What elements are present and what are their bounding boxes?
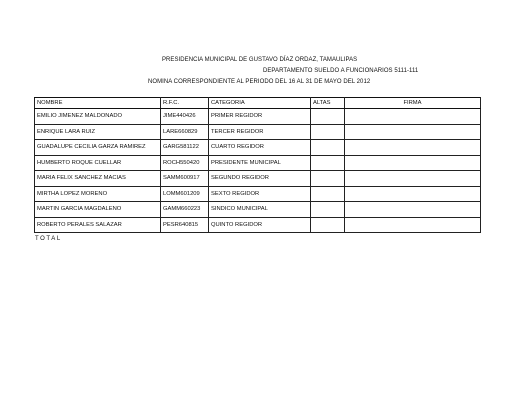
- header-title: PRESIDENCIA MUNICIPAL DE GUSTAVO DÍAZ ORDAZ, TAMAULIPAS: [162, 57, 358, 63]
- table-row: [35, 155, 481, 171]
- cell-firma: [345, 202, 481, 218]
- column-header-nombre: NOMBRE: [35, 98, 161, 109]
- cell-nombre: HUMBERTO ROQUE CUELLAR: [35, 155, 161, 171]
- cell-altas: [311, 124, 345, 140]
- header-department: DEPARTAMENTO SUELDO A FUNCIONARIOS 5111-111: [263, 68, 419, 74]
- table-row: [35, 186, 481, 202]
- cell-altas: [311, 186, 345, 202]
- cell-rfc: LARE660829: [161, 124, 209, 140]
- cell-nombre: EMILIO JIMENEZ MALDONADO: [35, 109, 161, 125]
- cell-rfc: LOMM601209: [161, 186, 209, 202]
- cell-rfc: ROCH550420: [161, 155, 209, 171]
- total-label: TOTAL: [35, 236, 62, 242]
- cell-firma: [345, 155, 481, 171]
- cell-rfc: SAMM600917: [161, 171, 209, 187]
- cell-categoria: QUINTO REGIDOR: [209, 217, 311, 233]
- cell-rfc: PESR640815: [161, 217, 209, 233]
- table-row: [35, 171, 481, 187]
- table-row: [35, 124, 481, 140]
- cell-rfc: GARG581122: [161, 140, 209, 156]
- cell-rfc: GAMM660223: [161, 202, 209, 218]
- cell-firma: [345, 109, 481, 125]
- cell-firma: [345, 140, 481, 156]
- cell-altas: [311, 140, 345, 156]
- cell-categoria: SEXTO REGIDOR: [209, 186, 311, 202]
- cell-firma: [345, 186, 481, 202]
- cell-altas: [311, 109, 345, 125]
- table-row: [35, 140, 481, 156]
- cell-nombre: MIRTHA LOPEZ MORENO: [35, 186, 161, 202]
- payroll-table: [34, 97, 481, 233]
- cell-nombre: MARIA FELIX SANCHEZ MACIAS: [35, 171, 161, 187]
- table-body: [35, 109, 481, 233]
- cell-nombre: MARTIN GARCIA MAGDALENO: [35, 202, 161, 218]
- column-header-firma: FIRMA: [345, 98, 481, 109]
- table-row: [35, 217, 481, 233]
- cell-altas: [311, 217, 345, 233]
- column-header-categoria: CATEGORIA: [209, 98, 311, 109]
- cell-nombre: ROBERTO PERALES SALAZAR: [35, 217, 161, 233]
- column-header-altas: ALTAS: [311, 98, 345, 109]
- table-row: [35, 202, 481, 218]
- cell-categoria: SINDICO MUNICIPAL: [209, 202, 311, 218]
- cell-firma: [345, 217, 481, 233]
- cell-nombre: GUADALUPE CECILIA GARZA RAMIREZ: [35, 140, 161, 156]
- cell-nombre: ENRIQUE LARA RUIZ: [35, 124, 161, 140]
- cell-categoria: PRESIDENTE MUNICIPAL: [209, 155, 311, 171]
- table-row: [35, 109, 481, 125]
- header-period: NOMINA CORRESPONDIENTE AL PERIODO DEL 16 AL 31 DE MAYO DEL 2012: [148, 79, 371, 85]
- cell-categoria: PRIMER REGIDOR: [209, 109, 311, 125]
- cell-firma: [345, 171, 481, 187]
- cell-categoria: TERCER REGIDOR: [209, 124, 311, 140]
- cell-rfc: JIME440426: [161, 109, 209, 125]
- cell-categoria: SEGUNDO REGIDOR: [209, 171, 311, 187]
- cell-altas: [311, 171, 345, 187]
- cell-altas: [311, 155, 345, 171]
- column-header-rfc: R.F.C.: [161, 98, 209, 109]
- table-header-row: [35, 98, 481, 109]
- cell-altas: [311, 202, 345, 218]
- cell-categoria: CUARTO REGIDOR: [209, 140, 311, 156]
- cell-firma: [345, 124, 481, 140]
